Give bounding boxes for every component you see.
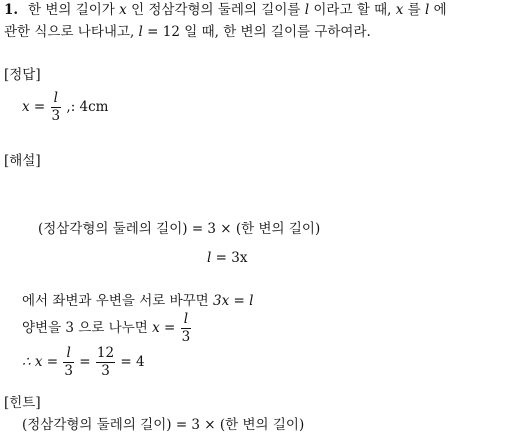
- fraction-numerator: l: [181, 313, 192, 329]
- question-text-part: 일 때, 한 변의 길이를 구하여라.: [184, 24, 371, 40]
- step-3-result: = 4: [120, 354, 145, 370]
- hint-header: [힌트]: [4, 395, 41, 411]
- question-text-line2: [4, 26, 371, 40]
- step-3-lhs: ∴ x =: [22, 354, 59, 370]
- fraction-denominator: 3: [181, 328, 191, 345]
- step-2-text: 양변을 3 으로 나누면: [22, 320, 148, 336]
- question-text-part: 인 정삼각형의 둘레의 길이를: [131, 2, 301, 18]
- var-l: l: [138, 24, 143, 40]
- question-text-part: 를: [407, 2, 421, 18]
- step-3: [22, 347, 145, 378]
- var-x: x: [119, 2, 127, 18]
- step-2-fraction: [181, 313, 192, 344]
- equation-1: (정삼각형의 둘레의 길이) = 3 × (한 변의 길이): [38, 221, 321, 237]
- step-1-text: 에서 좌변과 우변을 서로 바꾸면: [22, 293, 209, 309]
- step-1: [22, 295, 253, 309]
- answer-value: ,: 4cm: [66, 99, 109, 115]
- step-2: [22, 313, 192, 344]
- answer-fraction: [51, 92, 62, 123]
- answer-lhs: x =: [22, 99, 46, 115]
- fraction-numerator: l: [51, 92, 62, 108]
- question-text-part: 에: [433, 2, 447, 18]
- fraction-numerator: 12: [96, 345, 115, 361]
- step-2-lhs: x =: [152, 320, 176, 336]
- var-x: x: [395, 2, 404, 18]
- condition-value: = 12: [147, 24, 180, 40]
- step-3-fraction-2: [96, 347, 115, 378]
- question-text-part: 관한 식으로 나타내고,: [4, 24, 135, 40]
- equals-sign: =: [79, 354, 91, 370]
- var-l: l: [425, 2, 430, 18]
- step-1-math: 3x = l: [213, 293, 254, 309]
- fraction-denominator: 3: [101, 362, 110, 379]
- answer-formula: [22, 92, 109, 123]
- hint-text: (정삼각형의 둘레의 길이) = 3 × (한 변의 길이): [22, 417, 305, 433]
- answer-header: [정답]: [4, 67, 41, 83]
- fraction-denominator: 3: [51, 107, 61, 124]
- step-3-fraction-1: [63, 347, 74, 378]
- var-l: l: [304, 2, 310, 18]
- equation-2: [207, 252, 247, 266]
- question-text-part: 한 변의 길이가: [28, 2, 115, 18]
- question-number: 1.: [4, 2, 19, 18]
- eq2-lhs: l: [207, 250, 212, 266]
- fraction-denominator: 3: [64, 362, 73, 379]
- fraction-numerator: l: [63, 347, 74, 363]
- question-text: [28, 4, 447, 18]
- question-text-part: 이라고 할 때,: [313, 2, 392, 18]
- explanation-header: [해설]: [4, 153, 41, 169]
- eq2-rhs: = 3x: [215, 250, 248, 266]
